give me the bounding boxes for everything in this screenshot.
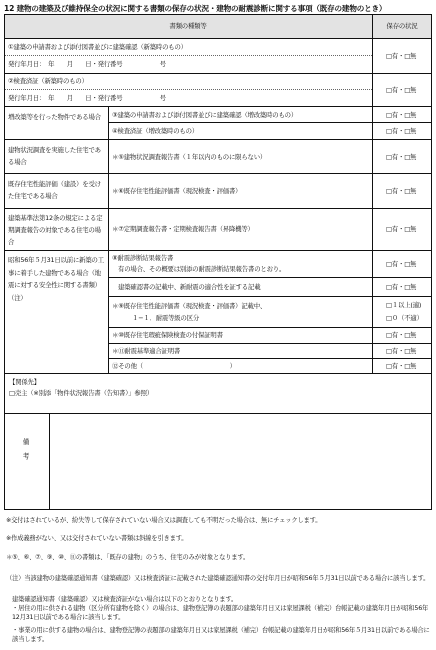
- row1-title: ①建築の申請書および添付図書並びに建築確認（新築時のもの）: [8, 43, 187, 51]
- related-party-block: [4, 374, 432, 414]
- row-line: [4, 73, 432, 74]
- row6-label: 建築基準法第12条の規定による定期調査報告の対象である住宅の場合: [8, 214, 103, 246]
- related-party-label: 【関係先】: [9, 378, 40, 386]
- table-border-right: [431, 14, 432, 374]
- remarks-label-divider: [49, 414, 50, 509]
- row3a-title: ③建築の申請書および添付図書並びに建築確認（増改築時のもの）: [112, 111, 298, 119]
- row3b-status-checkbox[interactable]: □有・□無: [386, 127, 417, 135]
- row-line: [4, 139, 432, 140]
- row1-status-checkbox[interactable]: □有・□無: [386, 52, 417, 60]
- row-line: [4, 250, 432, 251]
- remarks-field[interactable]: [51, 416, 429, 506]
- row6-title: ＊⑦定期調査報告書・定期検査報告書（昇降機等）: [112, 225, 254, 233]
- row7a-detail: 有の場合、その概要は別添の耐震診断結果報告書のとおり。: [118, 265, 286, 273]
- status-column-divider: [372, 14, 373, 374]
- header-doc-type: 書類の種類等: [169, 22, 207, 30]
- row4-title: ＊⑤建物状況調査報告書（１年以内のものに限らない）: [112, 153, 267, 161]
- row7d-status-checkbox[interactable]: □有・□無: [386, 331, 417, 339]
- table-border-top: [4, 14, 432, 15]
- row5-title: ＊⑥既存住宅性能評価書（現況検査・評価書）: [112, 187, 242, 195]
- row7c-detail: １−１．耐震等級の区分: [132, 314, 200, 322]
- row-line: [4, 38, 432, 39]
- row4-status-checkbox[interactable]: □有・□無: [386, 153, 417, 161]
- row-line: [108, 122, 432, 123]
- related-party-seller[interactable]: □売主（※別添「物件状況報告書（告知書）」参照）: [9, 389, 153, 397]
- dotted-line: [5, 55, 372, 56]
- row3a-status-checkbox[interactable]: □有・□無: [386, 111, 417, 119]
- row2-issue-info: 発行年月日： 年 月 日・発行番号 号: [8, 94, 166, 102]
- row7b-title: 建築確認書の記載中、新耐震の適合性を証する記載: [118, 283, 261, 291]
- row7e-title: ＊⑪耐震基準適合証明書: [112, 347, 181, 355]
- section-heading: 12 建物の建築及び維持保全の状況に関する書類の保存の状況・建物の耐震診断に関する事項（既存の建物のとき）: [4, 4, 387, 13]
- table-border-left: [4, 14, 5, 374]
- remarks-label: 備考: [21, 438, 29, 468]
- row2-status-checkbox[interactable]: □有・□無: [386, 86, 417, 94]
- row-line: [4, 208, 432, 209]
- row-line: [4, 106, 432, 107]
- note-5: 建築確認通知書（建築確認）又は検査済証がない場合は以下のとおりとなります。: [12, 596, 238, 603]
- row4-label: 建物状況調査を実施した住宅である場合: [8, 146, 101, 166]
- row-line: [108, 358, 432, 359]
- note-2: ※作成義務がない、又は交付されていない書類は斜線を引きます。: [6, 535, 188, 542]
- note-3: ＊⑤、⑥、⑦、⑨、⑩、⑪の書類は、「既存の建物」のうち、住宅のみが対象となります。: [6, 554, 250, 561]
- seismic-grade-option-0[interactable]: □０（不適）: [386, 314, 423, 322]
- row7e-status-checkbox[interactable]: □有・□無: [386, 347, 417, 355]
- row3b-title: ④検査済証（増改築時のもの）: [112, 127, 199, 135]
- row6-status-checkbox[interactable]: □有・□無: [386, 225, 417, 233]
- note-4: （注）当該建物の建築確認通知書（建築確認）又は検査済証に記載された建築確認通知書の交付年月日が昭和56年５月31日以前である場合に該当します。: [6, 575, 430, 582]
- row7f-status-checkbox[interactable]: □有・□無: [386, 362, 417, 370]
- row5-label: 既存住宅性能評価（建設）を受けた住宅である場合: [8, 180, 101, 200]
- row-line: [108, 327, 432, 328]
- row-line: [108, 277, 432, 278]
- row2-title: ②検査済証（新築時のもの）: [8, 77, 88, 85]
- row7-label: 昭和56年５月31日以前に新築の工事に着手した建物である場合（地震に対する安全性に関する書類）（注）: [8, 256, 104, 302]
- documents-table: [4, 14, 432, 374]
- row7d-title: ＊⑩既存住宅瑕疵保険検査の付保証明書: [112, 331, 223, 339]
- remarks-block: [4, 414, 432, 510]
- row7c-title: ＊⑨既存住宅性能評価書（現況検査・評価書）記載中、: [112, 302, 267, 310]
- dotted-line: [5, 89, 372, 90]
- row7b-status-checkbox[interactable]: □有・□無: [386, 283, 417, 291]
- note-6: ・居住の用に供される建物（区分所有建物を除く）の場合は、建物登記簿の表題部の建築年月日又は家屋課税（補完）台帳記載の建築年月日が昭和56年12月31日以前である場合に該当します。: [12, 605, 429, 621]
- row7f-title: ⑫その他（ ）: [112, 362, 236, 370]
- note-7: ・事業の用に供する建物の場合は、建物登記簿の表題部の建築年月日又は家屋課税（補完）台帳記載の建築年月日が昭和56年５月31日以前である場合に該当します。: [12, 627, 430, 643]
- note-1: ※交付はされているが、紛失等して保存されていない場合又は調査しても不明だった場合は、無にチェックします。: [6, 517, 322, 524]
- row-line: [108, 296, 432, 297]
- row-line: [4, 173, 432, 174]
- row7a-status-checkbox[interactable]: □有・□無: [386, 260, 417, 268]
- row7a-title: ⑧耐震診断結果報告書: [112, 254, 174, 262]
- row-line: [108, 343, 432, 344]
- row3-label: 増改築等を行った物件である場合: [8, 113, 101, 121]
- seismic-grade-option-1[interactable]: □１以上(適): [386, 301, 422, 309]
- header-status: 保存の状況: [386, 22, 418, 30]
- row1-issue-info: 発行年月日： 年 月 日・発行番号 号: [8, 60, 166, 68]
- label-column-divider: [108, 106, 109, 373]
- row5-status-checkbox[interactable]: □有・□無: [386, 187, 417, 195]
